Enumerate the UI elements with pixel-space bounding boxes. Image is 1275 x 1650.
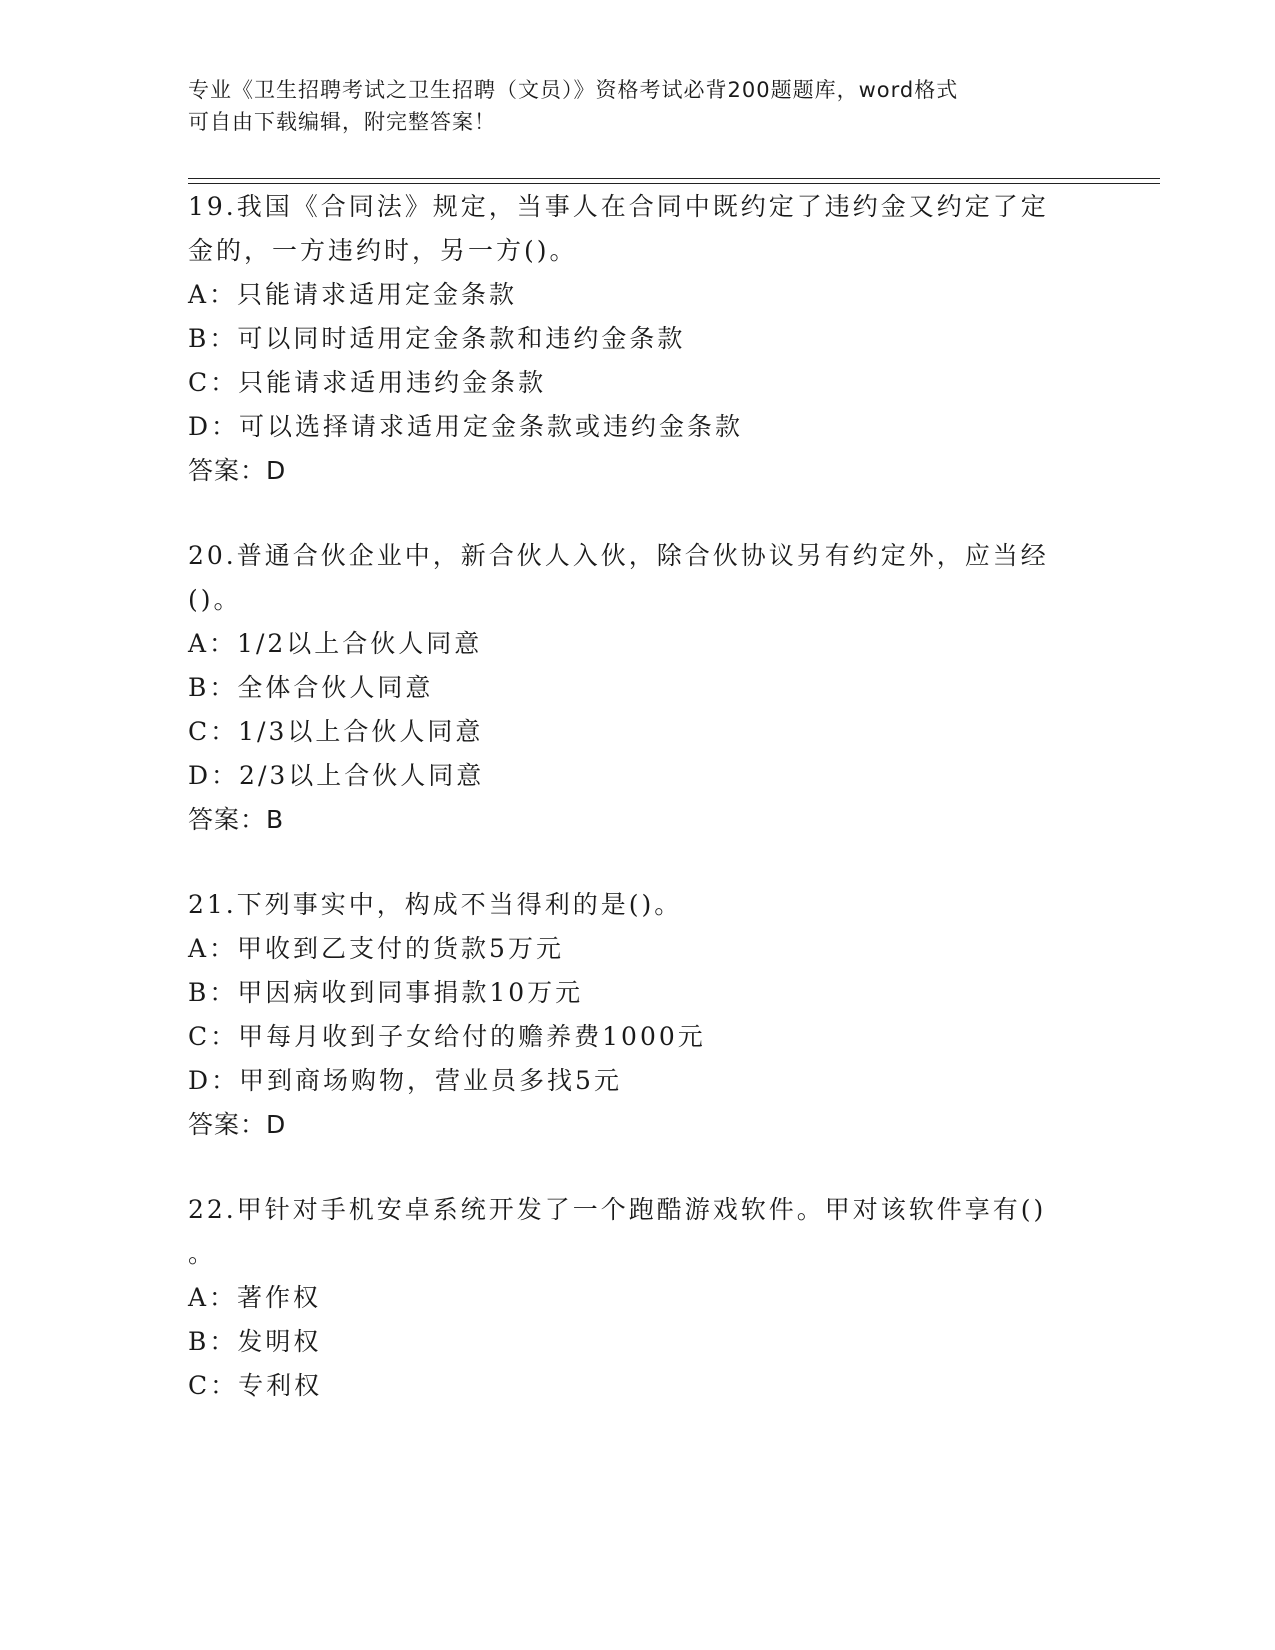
- header-divider-bottom: [188, 183, 1160, 184]
- question-19-option-d: D：可以选择请求适用定金条款或违约金条款: [188, 412, 744, 441]
- header-line-2: 可自由下载编辑，附完整答案！: [188, 110, 496, 134]
- question-21-option-a: A：甲收到乙支付的货款5万元: [188, 934, 564, 963]
- header-divider-top: [188, 178, 1160, 179]
- header-line-1: 专业《卫生招聘考试之卫生招聘（文员）》资格考试必背200题题库，word格式: [188, 78, 959, 102]
- question-22-line-2: 。: [188, 1239, 217, 1268]
- question-19-option-c: C：只能请求适用违约金条款: [188, 368, 547, 397]
- question-22-option-b: B：发明权: [188, 1327, 322, 1356]
- question-21-answer: 答案：D: [188, 1110, 287, 1139]
- question-20-option-c: C：1/3以上合伙人同意: [188, 717, 484, 746]
- question-19-option-b: B：可以同时适用定金条款和违约金条款: [188, 324, 686, 353]
- question-20-option-a: A：1/2以上合伙人同意: [188, 629, 483, 658]
- question-19-line-1: 19.我国《合同法》规定，当事人在合同中既约定了违约金又约定了定: [188, 192, 1049, 221]
- question-20-line-2: ()。: [188, 585, 242, 614]
- question-19-answer: 答案：D: [188, 456, 287, 485]
- question-21-option-b: B：甲因病收到同事捐款10万元: [188, 978, 584, 1007]
- question-20-option-d: D：2/3以上合伙人同意: [188, 761, 485, 790]
- question-22-line-1: 22.甲针对手机安卓系统开发了一个跑酷游戏软件。甲对该软件享有(): [188, 1195, 1047, 1224]
- document-header: [188, 74, 1088, 138]
- question-19-option-a: A：只能请求适用定金条款: [188, 280, 518, 309]
- question-22-option-c: C：专利权: [188, 1371, 323, 1400]
- question-21-option-c: C：甲每月收到子女给付的赡养费1000元: [188, 1022, 706, 1051]
- question-21-line-1: 21.下列事实中，构成不当得利的是()。: [188, 890, 683, 919]
- question-21-option-d: D：甲到商场购物，营业员多找5元: [188, 1066, 622, 1095]
- question-22-option-a: A：著作权: [188, 1283, 322, 1312]
- question-20-line-1: 20.普通合伙企业中，新合伙人入伙，除合伙协议另有约定外，应当经: [188, 541, 1049, 570]
- question-20-answer: 答案：B: [188, 805, 285, 834]
- question-19-line-2: 金的，一方违约时，另一方()。: [188, 236, 578, 265]
- question-20-option-b: B：全体合伙人同意: [188, 673, 434, 702]
